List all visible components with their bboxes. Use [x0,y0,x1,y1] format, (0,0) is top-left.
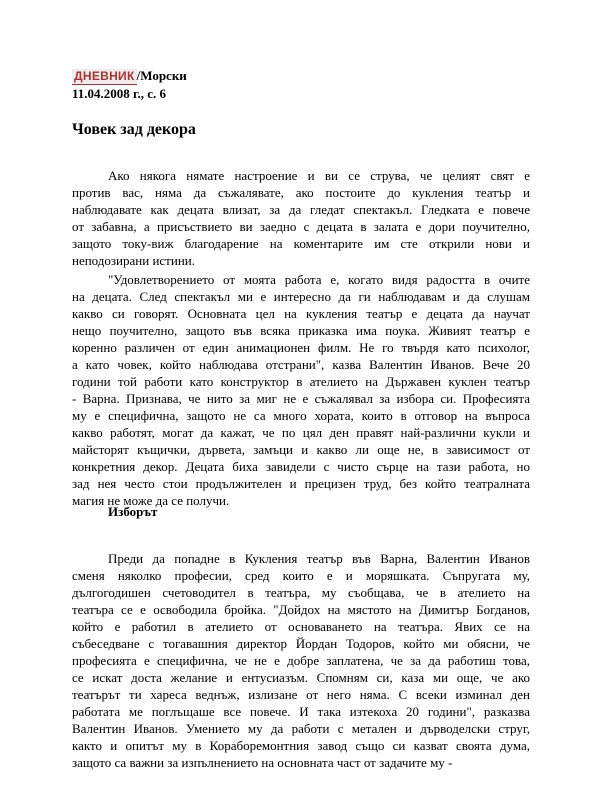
dnevnik-logo: ДНЕВНИК [74,69,135,83]
text-line: защото току-виж благодарение на коментарите им сте открили нови и [72,236,530,251]
text-line: майсторят къщички, дървета, замъци и какво ли още не, в зависимост от [72,442,530,457]
text-line: а като човек, който наблюдава отстрани", казва Валентин Иванов. Вече 20 [72,357,530,372]
text-line: конкретния декор. Децата биха завидели с чисто сърце на тази работа, но [72,459,530,474]
text-line: защото са важни за изпълнението на основната част от задачите му - [72,755,453,770]
text-line: от забавна, а присъствието ви заедно с децата в залата е дори поучително, [72,219,530,234]
text-line: магия не може да се получи. [72,493,230,508]
text-line: професията е специфична, че не е добре заплатена, че за да работиш това, [72,653,530,668]
section-subheading: Изборът [108,504,158,519]
text-line: Ако някога нямате настроение и ви се струва, че целият свят е [108,168,530,183]
text-line: сменя няколко професии, сред които е и моряшката. Съпругата му, [72,568,530,583]
text-line: коренно различен от един анимационен филм. Не го твърдя като психолог, [72,340,530,355]
text-line: на децата. След спектакъл ми е интересно да ги наблюдавам и да слушам [72,289,530,304]
text-line: против вас, няма да съжалявате, ако постоите до кукления театър и [72,185,530,200]
text-line: както и опитът му в Кораборемонтния завод също си казват своята дума, [72,738,530,753]
text-line: "Удовлетворението от моята работа е, когато видя радостта в очите [108,272,530,287]
text-line: Валентин Иванов. Умението му да работи с метален и дърводелски струг, [72,721,530,736]
source-line [72,67,187,85]
text-line: - Варна. Признава, че нито за миг не е съжалявал за избора си. Професията [72,391,530,406]
text-line: какво работят, могат да кажат, че по цял ден правят най-различни кукли и [72,425,530,440]
paragraph-2 [72,271,530,509]
paragraph-3 [72,550,530,771]
text-line: който е работил в ателието от основаването на театъра. Явих се на [72,619,530,634]
text-line: години той работи като конструктор в ателието на Държавен куклен театър [72,374,530,389]
text-line: дългогодишен счетоводител в театъра, му съобщава, че в ателието на [72,585,530,600]
text-line: зад нея често стои продължителен и прецизен труд, без който театралната [72,476,530,491]
date-and-page: 11.04.2008 г., с. 6 [72,86,166,101]
paragraph-1 [72,167,530,269]
text-line: се искат доста желание и ентусиазъм. Спомням си, каза ми още, че ако [72,670,530,685]
article-title: Човек зад декора [72,121,196,138]
text-line: му е специфична, защото не са много хората, които в отговор на въпроса [72,408,530,423]
text-line: работата ме поглъщаше все повече. И така изтекоха 20 години", разказва [72,704,530,719]
section-label: /Морски [136,68,187,83]
text-line: нещо поучително, защото във всяка приказка има поука. Живият театър е [72,323,530,338]
text-line: събеседване с тогавашния директор Йордан Тодоров, който ми обясни, че [72,636,530,651]
text-line: театърът ти хареса веднъж, излизане от него няма. С всеки изминал ден [72,687,530,702]
text-line: неподозирани истини. [72,253,195,268]
text-line: какво си говорят. Основната цел на кукления театър е децата да научат [72,306,530,321]
text-line: Преди да попадне в Кукления театър във Варна, Валентин Иванов [108,551,530,566]
text-line: наблюдавате как децата влизат, за да гледат спектакъл. Гледката е повече [72,202,530,217]
text-line: театъра се е освободила бройка. "Дойдох на мястото на Димитър Богданов, [72,602,530,617]
